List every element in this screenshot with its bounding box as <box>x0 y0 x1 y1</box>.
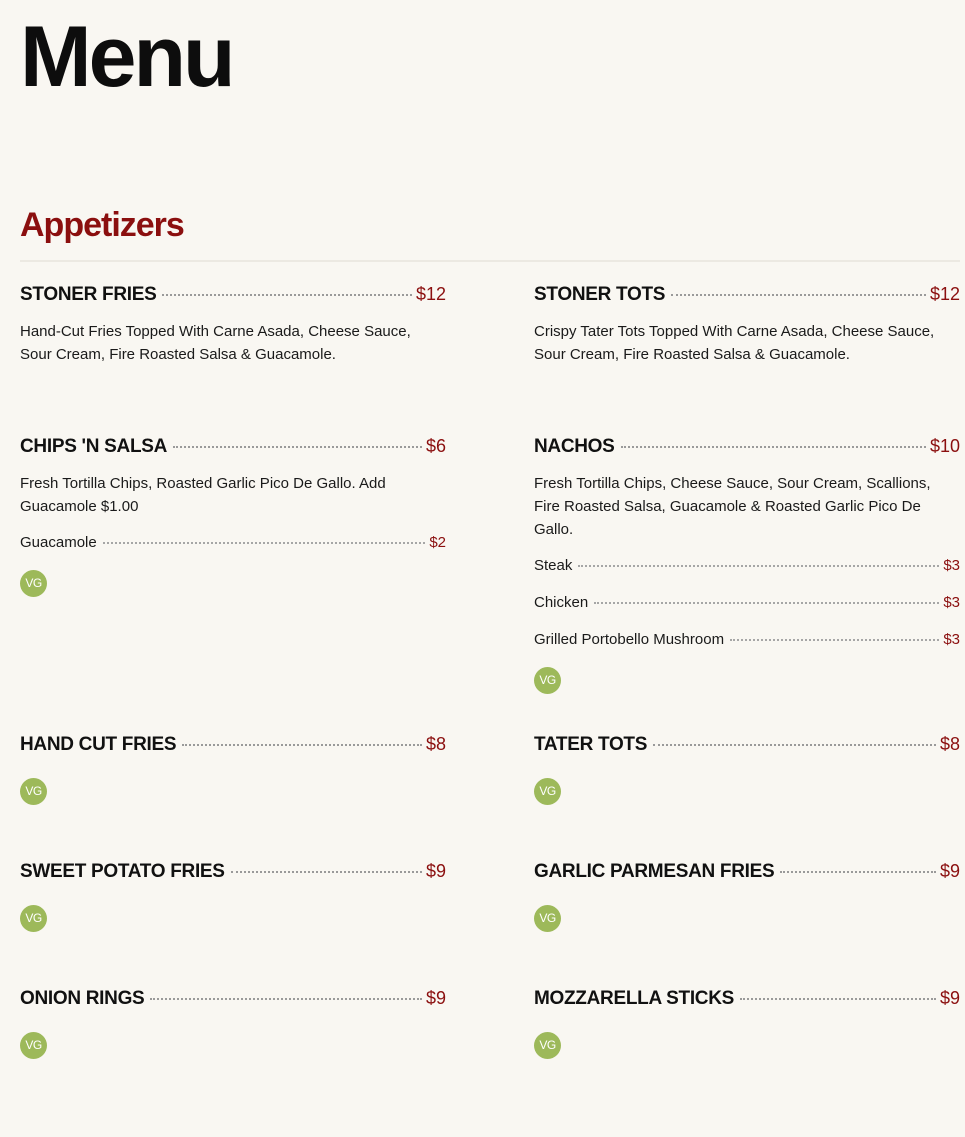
vegetarian-badge: VG <box>534 1032 561 1059</box>
menu-item-chips-n-salsa <box>20 436 446 597</box>
item-description: Crispy Tater Tots Topped With Carne Asada, Cheese Sauce, Sour Cream, Fire Roasted Salsa & Guacamole. <box>534 323 935 363</box>
menu-item-sweet-potato-fries <box>20 861 446 932</box>
menu-item-stoner-fries <box>20 284 446 366</box>
dot-leader <box>182 744 422 746</box>
addon-row <box>534 631 960 651</box>
vegetarian-badge: VG <box>20 1032 47 1059</box>
menu-item-stoner-tots <box>534 284 960 366</box>
vegetarian-badge: VG <box>534 667 561 694</box>
item-price: $9 <box>425 861 446 881</box>
item-description: Fresh Tortilla Chips, Cheese Sauce, Sour Cream, Scallions, Fire Roasted Salsa, Guacamole & Roasted Garlic Pico De Gallo. <box>534 475 931 538</box>
page-title: Menu <box>20 9 233 105</box>
section-divider <box>20 260 960 262</box>
item-name: HAND CUT FRIES <box>20 734 177 755</box>
item-name: CHIPS 'N SALSA <box>20 436 168 457</box>
addon-price: $3 <box>943 594 960 611</box>
addon-name: Chicken <box>534 594 589 611</box>
menu-item-hand-cut-fries <box>20 734 446 805</box>
addon-name: Grilled Portobello Mushroom <box>534 631 725 648</box>
item-price: $9 <box>939 861 960 881</box>
menu-item-tater-tots <box>534 734 960 805</box>
item-name: MOZZARELLA STICKS <box>534 988 735 1009</box>
dot-leader <box>730 639 939 641</box>
dot-leader <box>740 998 936 1000</box>
dot-leader <box>150 998 422 1000</box>
dot-leader <box>578 565 939 567</box>
vegetarian-badge: VG <box>20 778 47 805</box>
menu-item-onion-rings <box>20 988 446 1059</box>
dot-leader <box>621 446 926 448</box>
dot-leader <box>671 294 926 296</box>
item-name: NACHOS <box>534 436 615 457</box>
item-description: Hand-Cut Fries Topped With Carne Asada, Cheese Sauce, Sour Cream, Fire Roasted Salsa & Guacamole. <box>20 323 411 363</box>
dot-leader <box>231 871 422 873</box>
item-price: $6 <box>425 436 446 456</box>
menu-item-garlic-parmesan-fries <box>534 861 960 932</box>
item-price: $8 <box>939 734 960 754</box>
addon-price: $3 <box>943 557 960 574</box>
addon-row <box>534 594 960 614</box>
menu-item-nachos <box>534 436 960 694</box>
item-description: Fresh Tortilla Chips, Roasted Garlic Pico De Gallo. Add Guacamole $1.00 <box>20 475 386 515</box>
item-price: $10 <box>929 436 960 456</box>
vegetarian-badge: VG <box>534 905 561 932</box>
dot-leader <box>780 871 936 873</box>
dot-leader <box>173 446 422 448</box>
item-price: $9 <box>425 988 446 1008</box>
dot-leader <box>653 744 936 746</box>
item-price: $12 <box>415 284 446 304</box>
addon-price: $3 <box>943 631 960 648</box>
item-name: TATER TOTS <box>534 734 648 755</box>
item-price: $12 <box>929 284 960 304</box>
section-title-appetizers: Appetizers <box>20 206 184 244</box>
dot-leader <box>594 602 939 604</box>
addon-price: $2 <box>429 534 446 551</box>
vegetarian-badge: VG <box>20 570 47 597</box>
item-price: $8 <box>425 734 446 754</box>
item-name: GARLIC PARMESAN FRIES <box>534 861 775 882</box>
item-name: STONER FRIES <box>20 284 157 305</box>
item-price: $9 <box>939 988 960 1008</box>
addon-name: Guacamole <box>20 534 97 551</box>
item-name: STONER TOTS <box>534 284 666 305</box>
menu-item-mozzarella-sticks <box>534 988 960 1059</box>
item-name: ONION RINGS <box>20 988 145 1009</box>
addon-row <box>534 557 960 577</box>
vegetarian-badge: VG <box>534 778 561 805</box>
dot-leader <box>162 294 411 296</box>
addon-row <box>20 534 446 554</box>
item-name: SWEET POTATO FRIES <box>20 861 225 882</box>
addon-name: Steak <box>534 557 573 574</box>
dot-leader <box>103 542 426 544</box>
vegetarian-badge: VG <box>20 905 47 932</box>
